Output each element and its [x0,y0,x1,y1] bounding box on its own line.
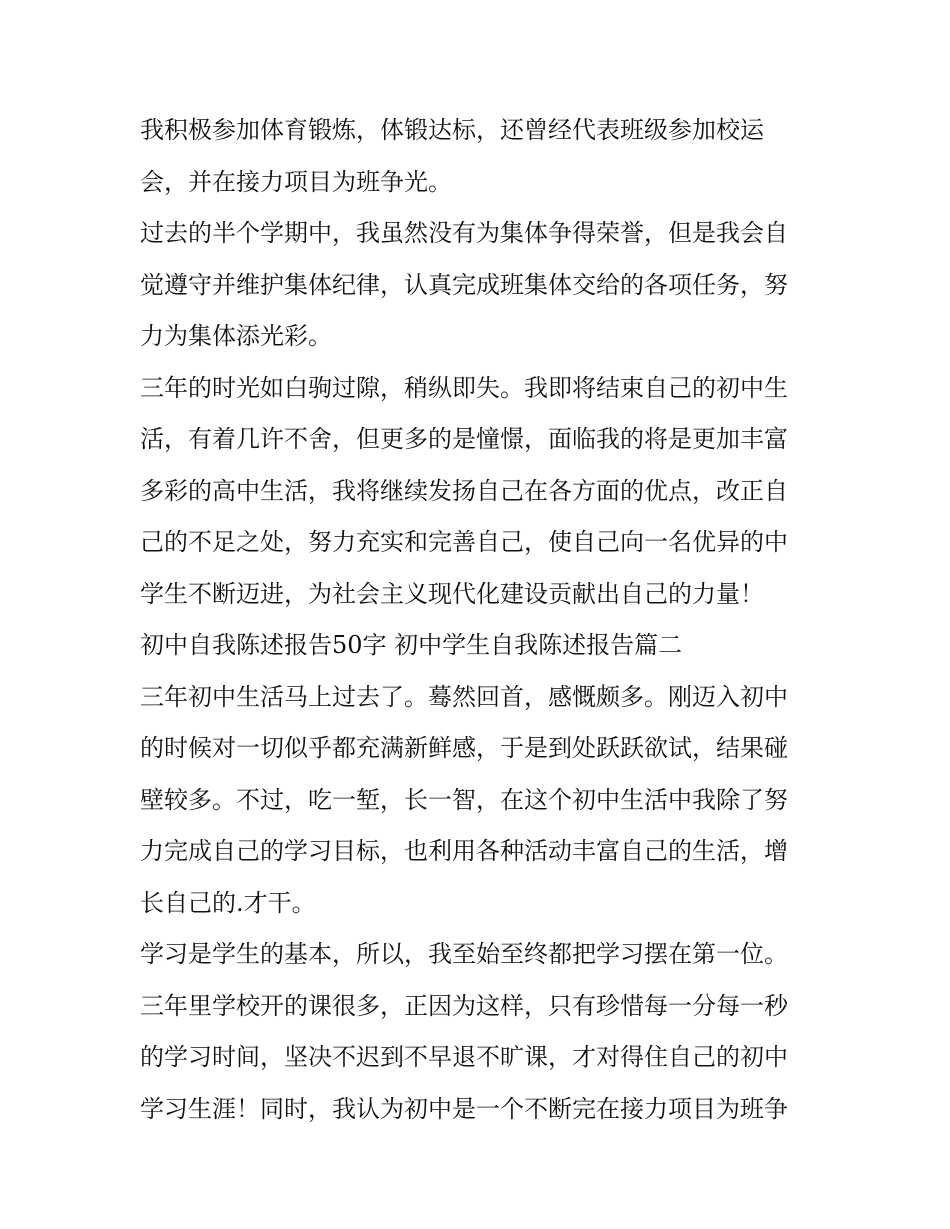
text-line: 己的不足之处，努力充实和完善自己，使自己向一名优异的中 [140,528,788,556]
text-line: 我积极参加体育锻炼，体锻达标，还曾经代表班级参加校运 [140,116,764,144]
text-line: 的时候对一切似乎都充满新鲜感，于是到处跃跃欲试，结果碰 [140,734,788,762]
paragraph-looking-back [140,677,820,923]
document-body [140,110,820,1140]
text-line: 活，有着几许不舍，但更多的是憧憬，面临我的将是更加丰富 [140,425,788,453]
paragraph-courses [140,986,820,1129]
text-line: 力完成自己的学习目标，也利用各种活动丰富自己的生活，增 [140,837,788,865]
text-line: 的学习时间，坚决不迟到不早退不旷课，才对得住自己的初中 [140,1043,788,1071]
text-line: 会，并在接力项目为班争光。 [140,167,452,196]
text-line: 学生不断迈进，为社会主义现代化建设贡献出自己的力量！ [140,579,764,608]
paragraph-sports [140,110,820,202]
text-line: 壁较多。不过，吃一堑，长一智，在这个初中生活中我除了努 [140,785,788,814]
paragraph-study-first [140,934,820,974]
text-line: 三年的时光如白驹过隙，稍纵即失。我即将结束自己的初中生 [140,373,788,402]
text-line: 学习生涯！同时，我认为初中是一个不断完在接力项目为班争 [140,1094,788,1123]
text-line: 学习是学生的基本，所以，我至始至终都把学习摆在第一位。 [140,940,788,968]
paragraph-collective [140,213,820,356]
text-line: 三年初中生活马上过去了。蓦然回首，感慨颇多。刚迈入初中 [140,682,788,711]
text-line: 长自己的.才干。 [140,888,316,917]
text-line: 觉遵守并维护集体纪律，认真完成班集体交给的各项任务，努 [140,270,788,299]
paragraph-three-years [140,368,820,614]
text-line: 三年里学校开的课很多，正因为这样，只有珍惜每一分每一秒 [140,991,788,1020]
text-line: 多彩的高中生活，我将继续发扬自己在各方面的优点，改正自 [140,476,788,505]
section-heading [140,625,820,665]
text-line: 过去的半个学期中，我虽然没有为集体争得荣誉，但是我会自 [140,219,788,247]
section-title: 初中自我陈述报告50字 初中学生自我陈述报告篇二 [140,631,683,659]
text-line: 力为集体添光彩。 [140,322,332,350]
